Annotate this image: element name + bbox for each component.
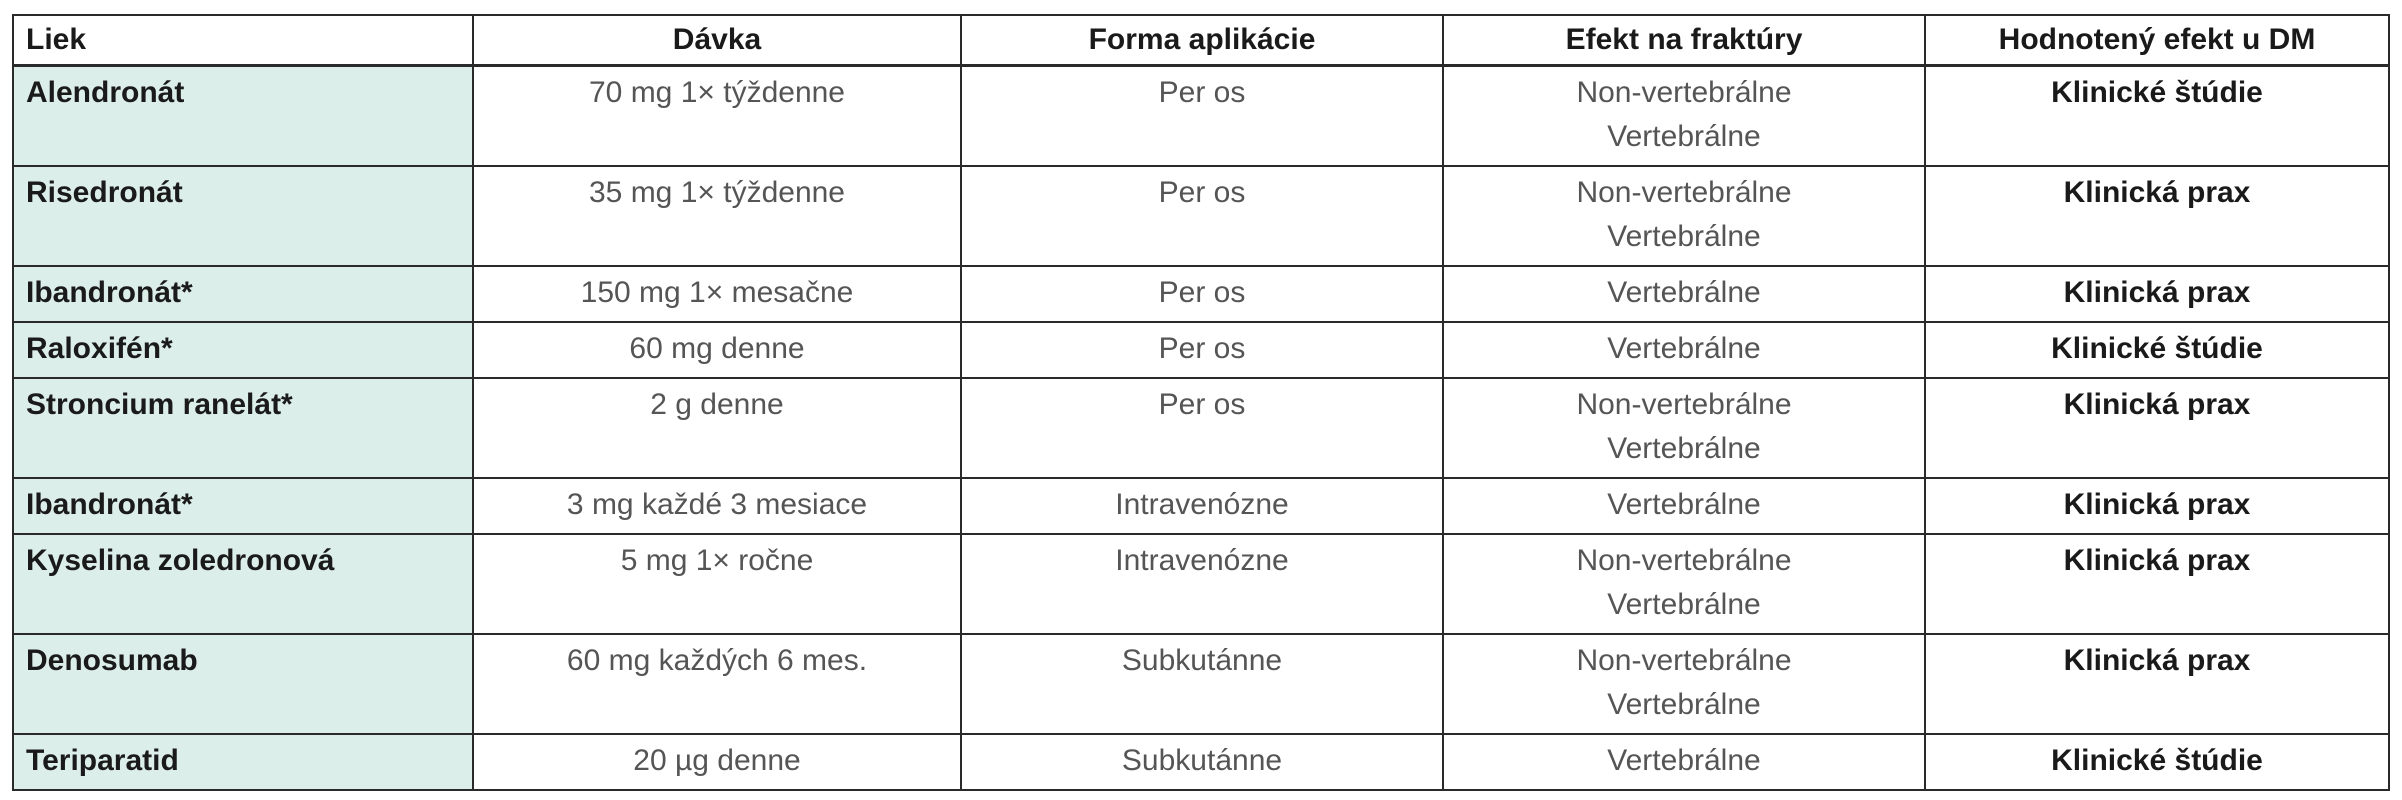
cell-form: Intravenózne: [961, 534, 1443, 634]
cell-dose: 3 mg každé 3 mesiace: [473, 478, 961, 534]
osteoporosis-drugs-table: [12, 14, 2390, 791]
cell-effect: [1443, 266, 1925, 322]
effect-line: Vertebrálne: [1607, 432, 1761, 465]
effect-line: Vertebrálne: [1607, 220, 1761, 253]
cell-dose: 60 mg denne: [473, 322, 961, 378]
cell-drug: Alendronát: [13, 66, 473, 167]
cell-dm-effect: Klinická prax: [1925, 534, 2389, 634]
header-drug: Liek: [13, 15, 473, 66]
cell-effect: [1443, 634, 1925, 734]
table-row: [13, 734, 2389, 790]
cell-dose: 5 mg 1× ročne: [473, 534, 961, 634]
table-row: [13, 166, 2389, 266]
cell-drug: Kyselina zoledronová: [13, 534, 473, 634]
effect-line: Vertebrálne: [1607, 688, 1761, 721]
cell-dose: 60 mg každých 6 mes.: [473, 634, 961, 734]
header-effect: Efekt na fraktúry: [1443, 15, 1925, 66]
table-row: [13, 378, 2389, 478]
effect-line: Non-vertebrálne: [1576, 644, 1792, 677]
table-row: [13, 322, 2389, 378]
cell-form: Subkutánne: [961, 734, 1443, 790]
effect-line: Vertebrálne: [1607, 488, 1761, 521]
effect-line: Vertebrálne: [1607, 588, 1761, 621]
effect-line: Non-vertebrálne: [1576, 176, 1792, 209]
cell-drug: Risedronát: [13, 166, 473, 266]
cell-dm-effect: Klinické štúdie: [1925, 66, 2389, 167]
cell-form: Per os: [961, 66, 1443, 167]
effect-line: Vertebrálne: [1607, 120, 1761, 153]
cell-form: Per os: [961, 166, 1443, 266]
table-body: [13, 66, 2389, 791]
cell-form: Subkutánne: [961, 634, 1443, 734]
cell-dose: 20 µg denne: [473, 734, 961, 790]
cell-drug: Raloxifén*: [13, 322, 473, 378]
cell-drug: Stroncium ranelát*: [13, 378, 473, 478]
header-dose: Dávka: [473, 15, 961, 66]
table-row: [13, 66, 2389, 167]
cell-dose: 2 g denne: [473, 378, 961, 478]
cell-dose: 35 mg 1× týždenne: [473, 166, 961, 266]
cell-dose: 150 mg 1× mesačne: [473, 266, 961, 322]
cell-effect: [1443, 322, 1925, 378]
cell-form: Per os: [961, 266, 1443, 322]
effect-line: Vertebrálne: [1607, 276, 1761, 309]
cell-drug: Denosumab: [13, 634, 473, 734]
cell-dm-effect: Klinická prax: [1925, 634, 2389, 734]
cell-dm-effect: Klinická prax: [1925, 478, 2389, 534]
cell-form: Per os: [961, 378, 1443, 478]
header-dm-effect: Hodnotený efekt u DM: [1925, 15, 2389, 66]
cell-dm-effect: Klinické štúdie: [1925, 322, 2389, 378]
effect-line: Vertebrálne: [1607, 332, 1761, 365]
effect-line: Vertebrálne: [1607, 744, 1761, 777]
cell-dm-effect: Klinické štúdie: [1925, 734, 2389, 790]
cell-dm-effect: Klinická prax: [1925, 266, 2389, 322]
effect-line: Non-vertebrálne: [1576, 76, 1792, 109]
cell-drug: Ibandronát*: [13, 266, 473, 322]
cell-drug: Teriparatid: [13, 734, 473, 790]
header-row: [13, 15, 2389, 66]
cell-effect: [1443, 166, 1925, 266]
cell-effect: [1443, 378, 1925, 478]
cell-dose: 70 mg 1× týždenne: [473, 66, 961, 167]
table-row: [13, 266, 2389, 322]
header-form: Forma aplikácie: [961, 15, 1443, 66]
table-row: [13, 634, 2389, 734]
cell-dm-effect: Klinická prax: [1925, 378, 2389, 478]
effect-line: Non-vertebrálne: [1576, 544, 1792, 577]
table-row: [13, 478, 2389, 534]
cell-form: Intravenózne: [961, 478, 1443, 534]
table-container: [12, 14, 2388, 791]
cell-effect: [1443, 734, 1925, 790]
cell-effect: [1443, 66, 1925, 167]
table-row: [13, 534, 2389, 634]
cell-drug: Ibandronát*: [13, 478, 473, 534]
cell-effect: [1443, 534, 1925, 634]
cell-effect: [1443, 478, 1925, 534]
effect-line: Non-vertebrálne: [1576, 388, 1792, 421]
cell-dm-effect: Klinická prax: [1925, 166, 2389, 266]
cell-form: Per os: [961, 322, 1443, 378]
